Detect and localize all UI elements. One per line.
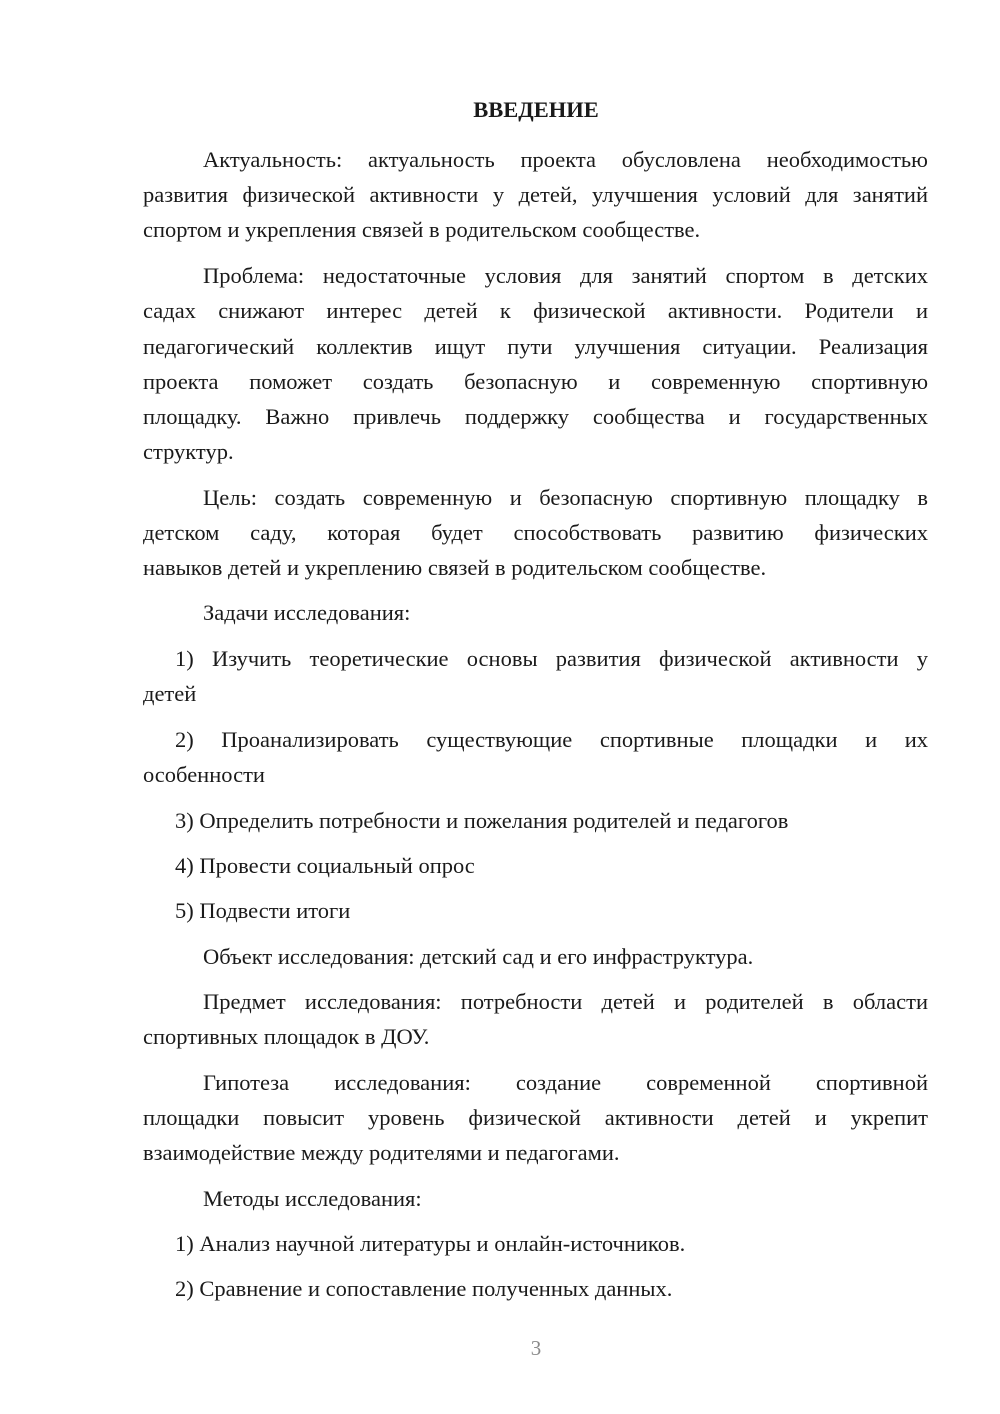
task-1-line-2: детей <box>143 681 197 706</box>
task-2-line-1: 2) Проанализировать существующие спортивные площадки и их <box>175 727 928 752</box>
task-2-line-2: особенности <box>143 762 265 787</box>
problem-line-4: проекта поможет создать безопасную и современную спортивную <box>143 369 928 394</box>
page-number: 3 <box>530 1336 542 1360</box>
subject-line-2: спортивных площадок в ДОУ. <box>143 1024 430 1049</box>
problem-line-1: Проблема: недостаточные условия для занятий спортом в детских <box>203 263 928 288</box>
problem-line-2: садах снижают интерес детей к физической активности. Родители и <box>143 298 928 323</box>
task-4: 4) Провести социальный опрос <box>175 853 475 878</box>
object-line: Объект исследования: детский сад и его инфраструктура. <box>203 944 754 969</box>
tasks-heading: Задачи исследования: <box>203 600 411 625</box>
hypothesis-line-2: площадки повысит уровень физической активности детей и укрепит <box>143 1105 928 1130</box>
problem-line-3: педагогический коллектив ищут пути улучшения ситуации. Реализация <box>143 334 928 359</box>
relevance-line-3: спортом и укрепления связей в родительском сообществе. <box>143 217 701 242</box>
relevance-line-1: Актуальность: актуальность проекта обусловлена необходимостью <box>203 147 928 172</box>
goal-line-1: Цель: создать современную и безопасную спортивную площадку в <box>203 485 928 510</box>
relevance-line-2: развития физической активности у детей, улучшения условий для занятий <box>143 182 928 207</box>
subject-line-1: Предмет исследования: потребности детей и родителей в области <box>203 989 928 1014</box>
section-title: ВВЕДЕНИЕ <box>473 97 599 122</box>
task-5: 5) Подвести итоги <box>175 898 351 923</box>
problem-line-5: площадку. Важно привлечь поддержку сообщества и государственных <box>143 404 928 429</box>
goal-line-2: детском саду, которая будет способствовать развитию физических <box>143 520 928 545</box>
methods-heading: Методы исследования: <box>203 1186 422 1211</box>
method-2: 2) Сравнение и сопоставление полученных данных. <box>175 1276 673 1301</box>
problem-line-6: структур. <box>143 439 234 464</box>
goal-line-3: навыков детей и укреплению связей в родительском сообществе. <box>143 555 767 580</box>
method-1: 1) Анализ научной литературы и онлайн-источников. <box>175 1231 686 1256</box>
task-1-line-1: 1) Изучить теоретические основы развития физической активности у <box>175 646 928 671</box>
hypothesis-line-3: взаимодействие между родителями и педагогами. <box>143 1140 620 1165</box>
task-3: 3) Определить потребности и пожелания родителей и педагогов <box>175 808 789 833</box>
hypothesis-line-1: Гипотеза исследования: создание современной спортивной <box>203 1070 928 1095</box>
